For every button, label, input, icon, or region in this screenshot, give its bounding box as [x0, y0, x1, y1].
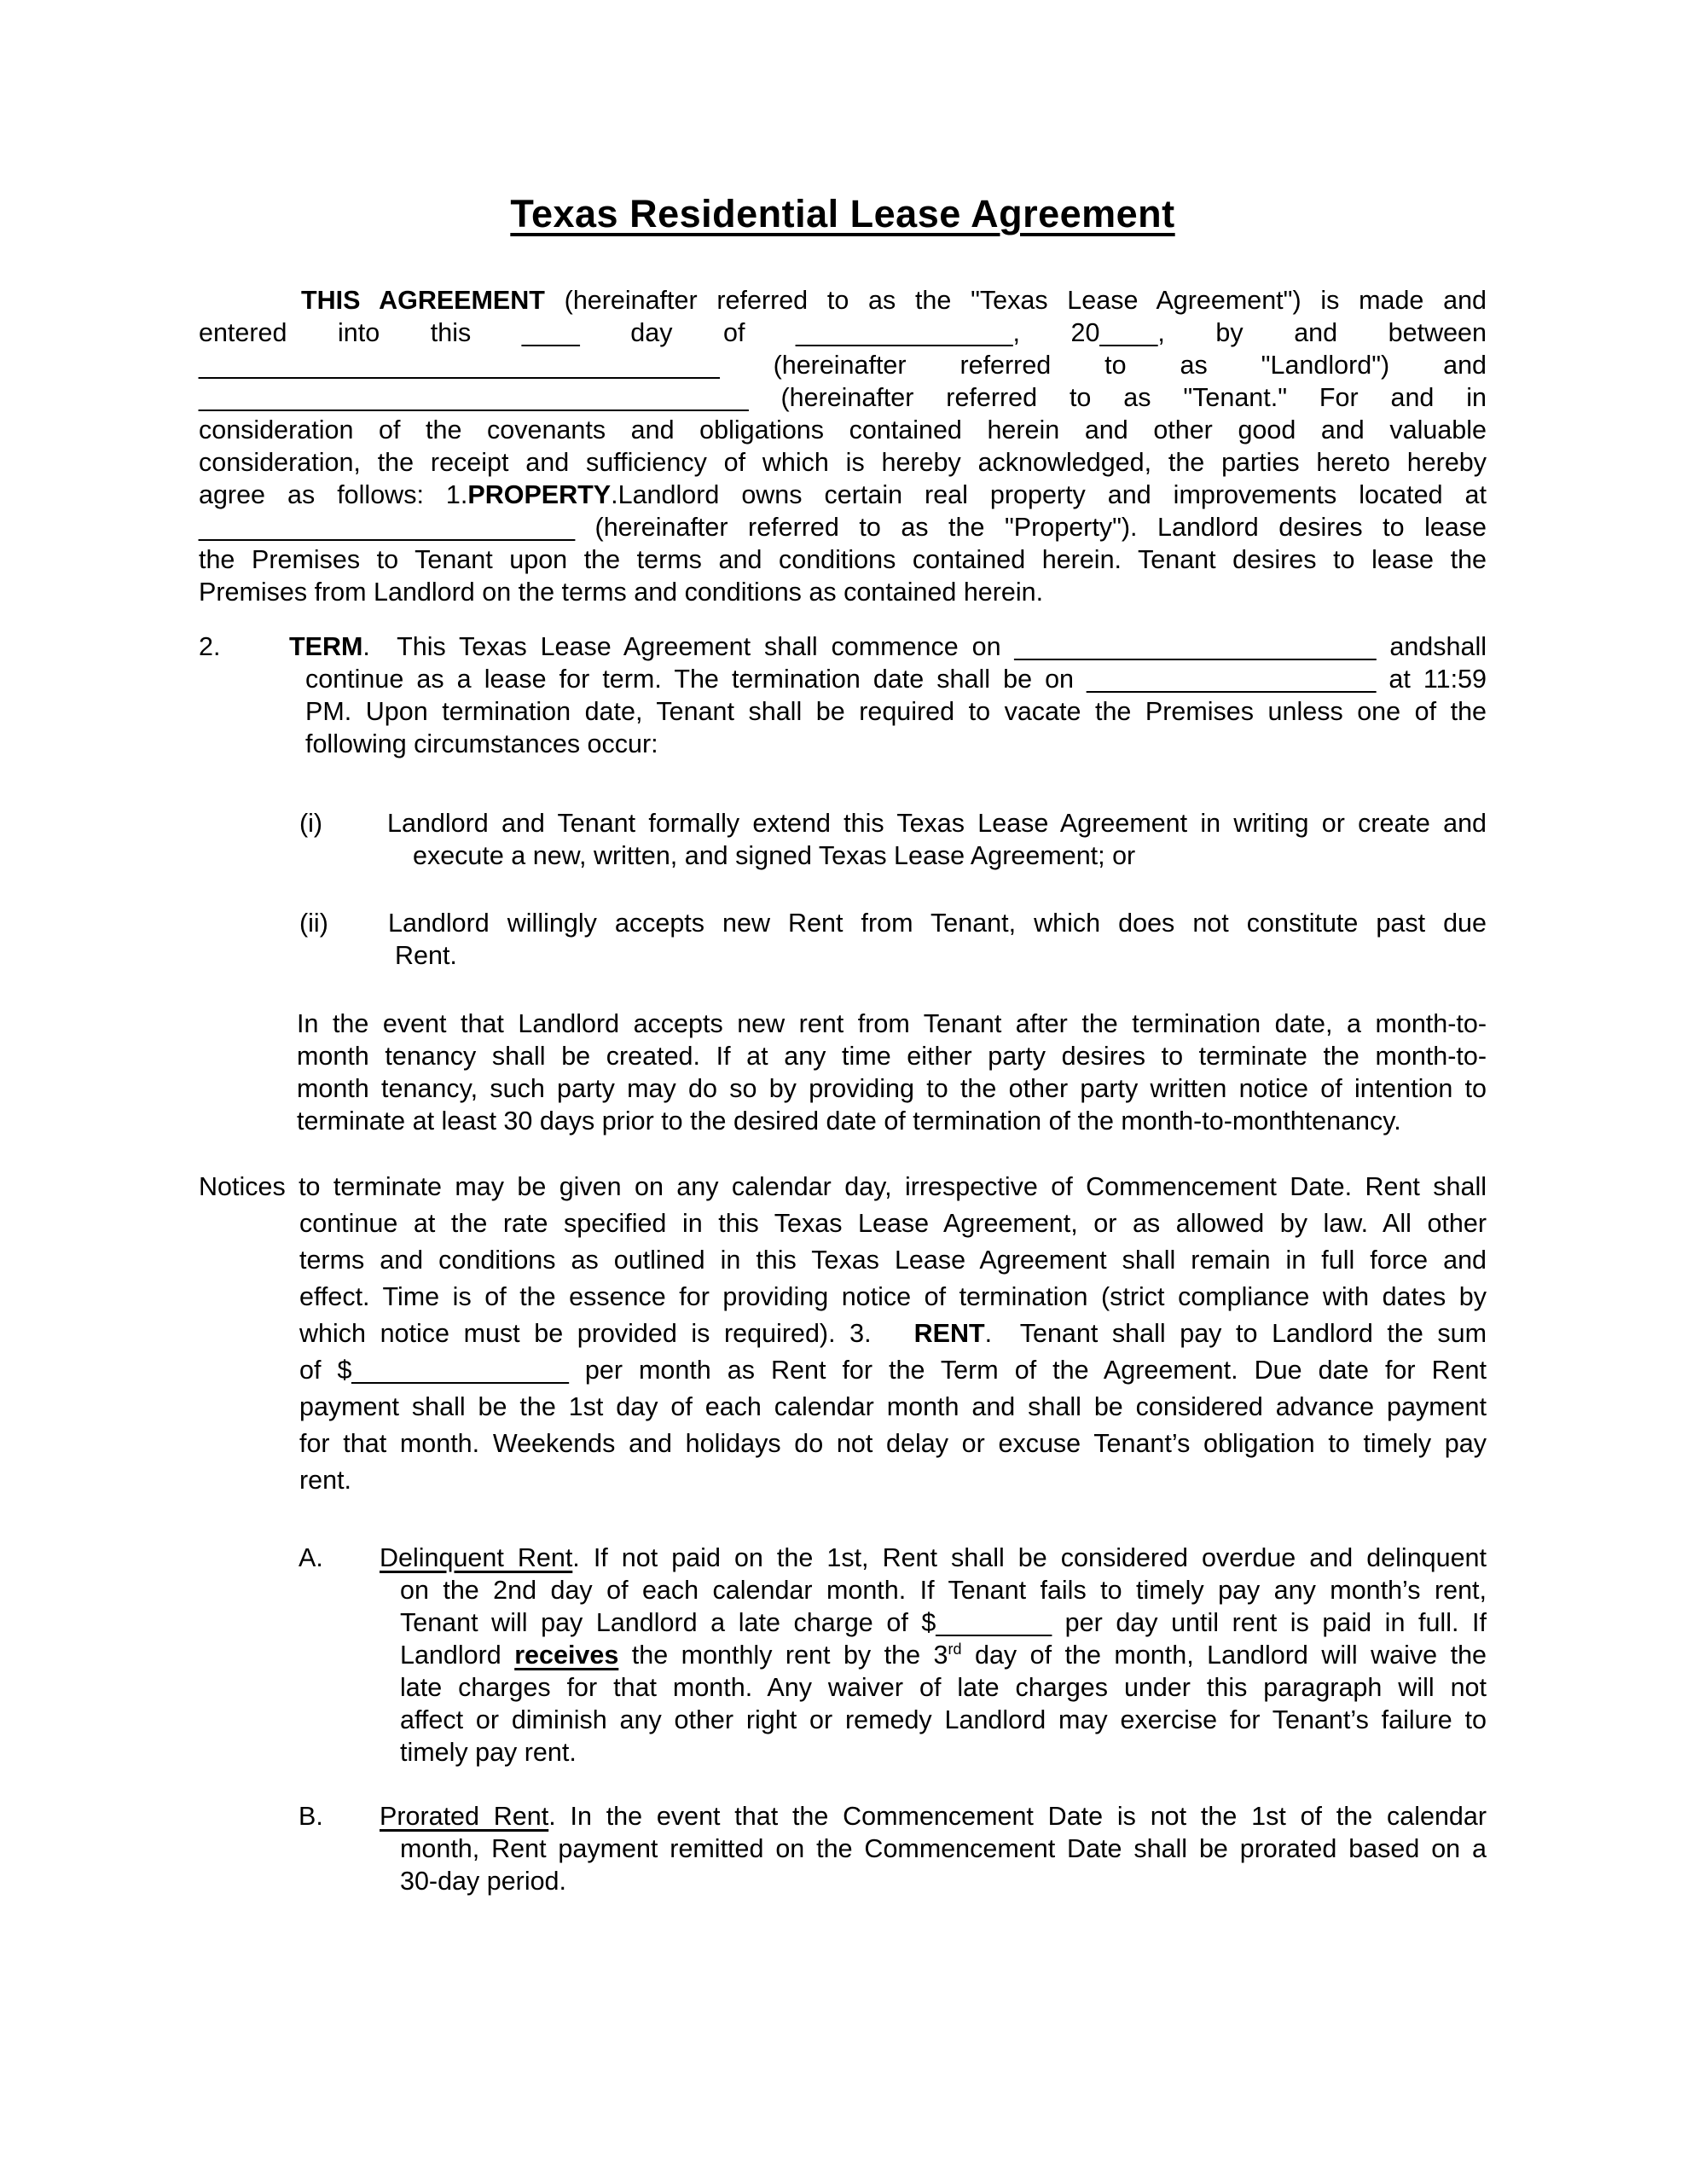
blank-field: ________: [936, 1608, 1052, 1637]
blank-field: ____________________________________: [199, 351, 720, 380]
text-line: Landlord receives the monthly rent by the 3rd day of the month, Landlord will waive the: [400, 1640, 1487, 1670]
text-line: (ii) Landlord willingly accepts new Rent from Tenant, which does not constitute past due: [299, 909, 1487, 938]
text-line: affect or diminish any other right or remedy Landlord may exercise for Tenant’s failure to: [400, 1705, 1487, 1734]
text-line: following circumstances occur:: [305, 729, 658, 758]
blank-field: ____________________: [1087, 665, 1377, 694]
blank-field: _______________: [351, 1356, 569, 1385]
text-line: execute a new, written, and signed Texas Lease Agreement; or: [413, 841, 1136, 870]
month-to-month-paragraph: [199, 1008, 1487, 1137]
text-line: month tenancy shall be created. If at any time either party desires to terminate the month-to-: [297, 1042, 1487, 1071]
text-line: __________________________ (hereinafter referred to as the "Property"). Landlord desires to lease: [199, 513, 1487, 542]
blank-field: ____: [1099, 318, 1158, 347]
text-line: late charges for that month. Any waiver of late charges under this paragraph will not: [400, 1673, 1487, 1702]
text-line: consideration, the receipt and sufficiency of which is hereby acknowledged, the parties hereto hereby: [199, 448, 1487, 477]
text-line: on the 2nd day of each calendar month. If Tenant fails to timely pay any month’s rent,: [400, 1576, 1487, 1605]
clause-a-delinquent-rent: [199, 1542, 1487, 1769]
clause-ii: [199, 907, 1487, 972]
blank-field: __________________________: [199, 513, 576, 542]
text-line: ____________________________________ (hereinafter referred to as "Landlord") and: [199, 351, 1487, 380]
text-line: (i) Landlord and Tenant formally extend this Texas Lease Agreement in writing or create and: [299, 809, 1487, 838]
text-line: Notices to terminate may be given on any calendar day, irrespective of Commencement Date. Rent shall: [199, 1172, 1487, 1201]
text-line: PM. Upon termination date, Tenant shall be required to vacate the Premises unless one of the: [305, 697, 1487, 726]
text-line: payment shall be the 1st day of each calendar month and shall be considered advance payment: [299, 1392, 1487, 1421]
text-line: consideration of the covenants and obligations contained herein and other good and valuable: [199, 415, 1487, 444]
text-line: month tenancy, such party may do so by providing to the other party written notice of intention to: [297, 1074, 1487, 1103]
clause-b-prorated-rent: [199, 1800, 1487, 1897]
text-line: for that month. Weekends and holidays do not delay or excuse Tenant’s obligation to timely pay: [299, 1429, 1487, 1458]
text-line: terminate at least 30 days prior to the desired date of termination of the month-to-monthtenancy.: [297, 1107, 1401, 1136]
intro-paragraph: [199, 284, 1487, 608]
text-line: A. Delinquent Rent. If not paid on the 1st, Rent shall be considered overdue and delinquent: [299, 1543, 1487, 1572]
text-line: effect. Time is of the essence for providing notice of termination (strict compliance with dates by: [299, 1282, 1487, 1311]
text-line: THIS AGREEMENT (hereinafter referred to as the "Texas Lease Agreement") is made and: [301, 286, 1487, 315]
text-line: Premises from Landlord on the terms and conditions as contained herein.: [199, 578, 1044, 607]
document-title: Texas Residential Lease Agreement: [510, 192, 1175, 235]
notices-rent-paragraph: [199, 1169, 1487, 1499]
text-line: 30-day period.: [400, 1867, 566, 1896]
text-line: entered into this ____ day of _______________, 20____, by and between: [199, 318, 1487, 347]
text-line: B. Prorated Rent. In the event that the Commencement Date is not the 1st of the calendar: [299, 1802, 1487, 1831]
blank-field: ____: [521, 318, 580, 347]
clause-marker: B.: [299, 1802, 323, 1831]
text-line: 2. TERM. This Texas Lease Agreement shall commence on _________________________ andshall: [199, 632, 1487, 661]
text-line: ______________________________________ (hereinafter referred to as "Tenant." For and in: [199, 383, 1487, 412]
text-line: Rent.: [395, 941, 457, 970]
text-line: continue at the rate specified in this Texas Lease Agreement, or as allowed by law. All other: [299, 1209, 1487, 1238]
text-line: timely pay rent.: [400, 1738, 577, 1767]
text-line: Tenant will pay Landlord a late charge of $________ per day until rent is paid in full. If: [400, 1608, 1487, 1637]
document-body: [199, 284, 1487, 1897]
text-line: agree as follows: 1.PROPERTY.Landlord owns certain real property and improvements located at: [199, 480, 1487, 509]
text-line: month, Rent payment remitted on the Commencement Date shall be prorated based on a: [400, 1834, 1487, 1863]
blank-field: _________________________: [1014, 632, 1377, 661]
clause-i: [199, 807, 1487, 872]
text-line: continue as a lease for term. The termination date shall be on ____________________ at 11:59: [305, 665, 1487, 694]
blank-field: _______________: [796, 318, 1013, 347]
text-line: the Premises to Tenant upon the terms and conditions contained herein. Tenant desires to lease the: [199, 545, 1487, 574]
clause-marker: 2.: [199, 632, 221, 661]
clause-marker: (i): [299, 809, 323, 838]
text-line: In the event that Landlord accepts new rent from Tenant after the termination date, a month-to-: [297, 1009, 1487, 1038]
clause-marker: (ii): [299, 909, 328, 938]
text-line: of $_______________ per month as Rent for the Term of the Agreement. Due date for Rent: [299, 1356, 1487, 1385]
text-line: terms and conditions as outlined in this Texas Lease Agreement shall remain in full force and: [299, 1246, 1487, 1275]
text-line: which notice must be provided is required). 3. RENT. Tenant shall pay to Landlord the sum: [299, 1319, 1487, 1348]
section-2-term: [199, 630, 1487, 760]
clause-marker: A.: [299, 1543, 323, 1572]
text-line: rent.: [299, 1466, 352, 1495]
blank-field: ______________________________________: [199, 383, 749, 412]
